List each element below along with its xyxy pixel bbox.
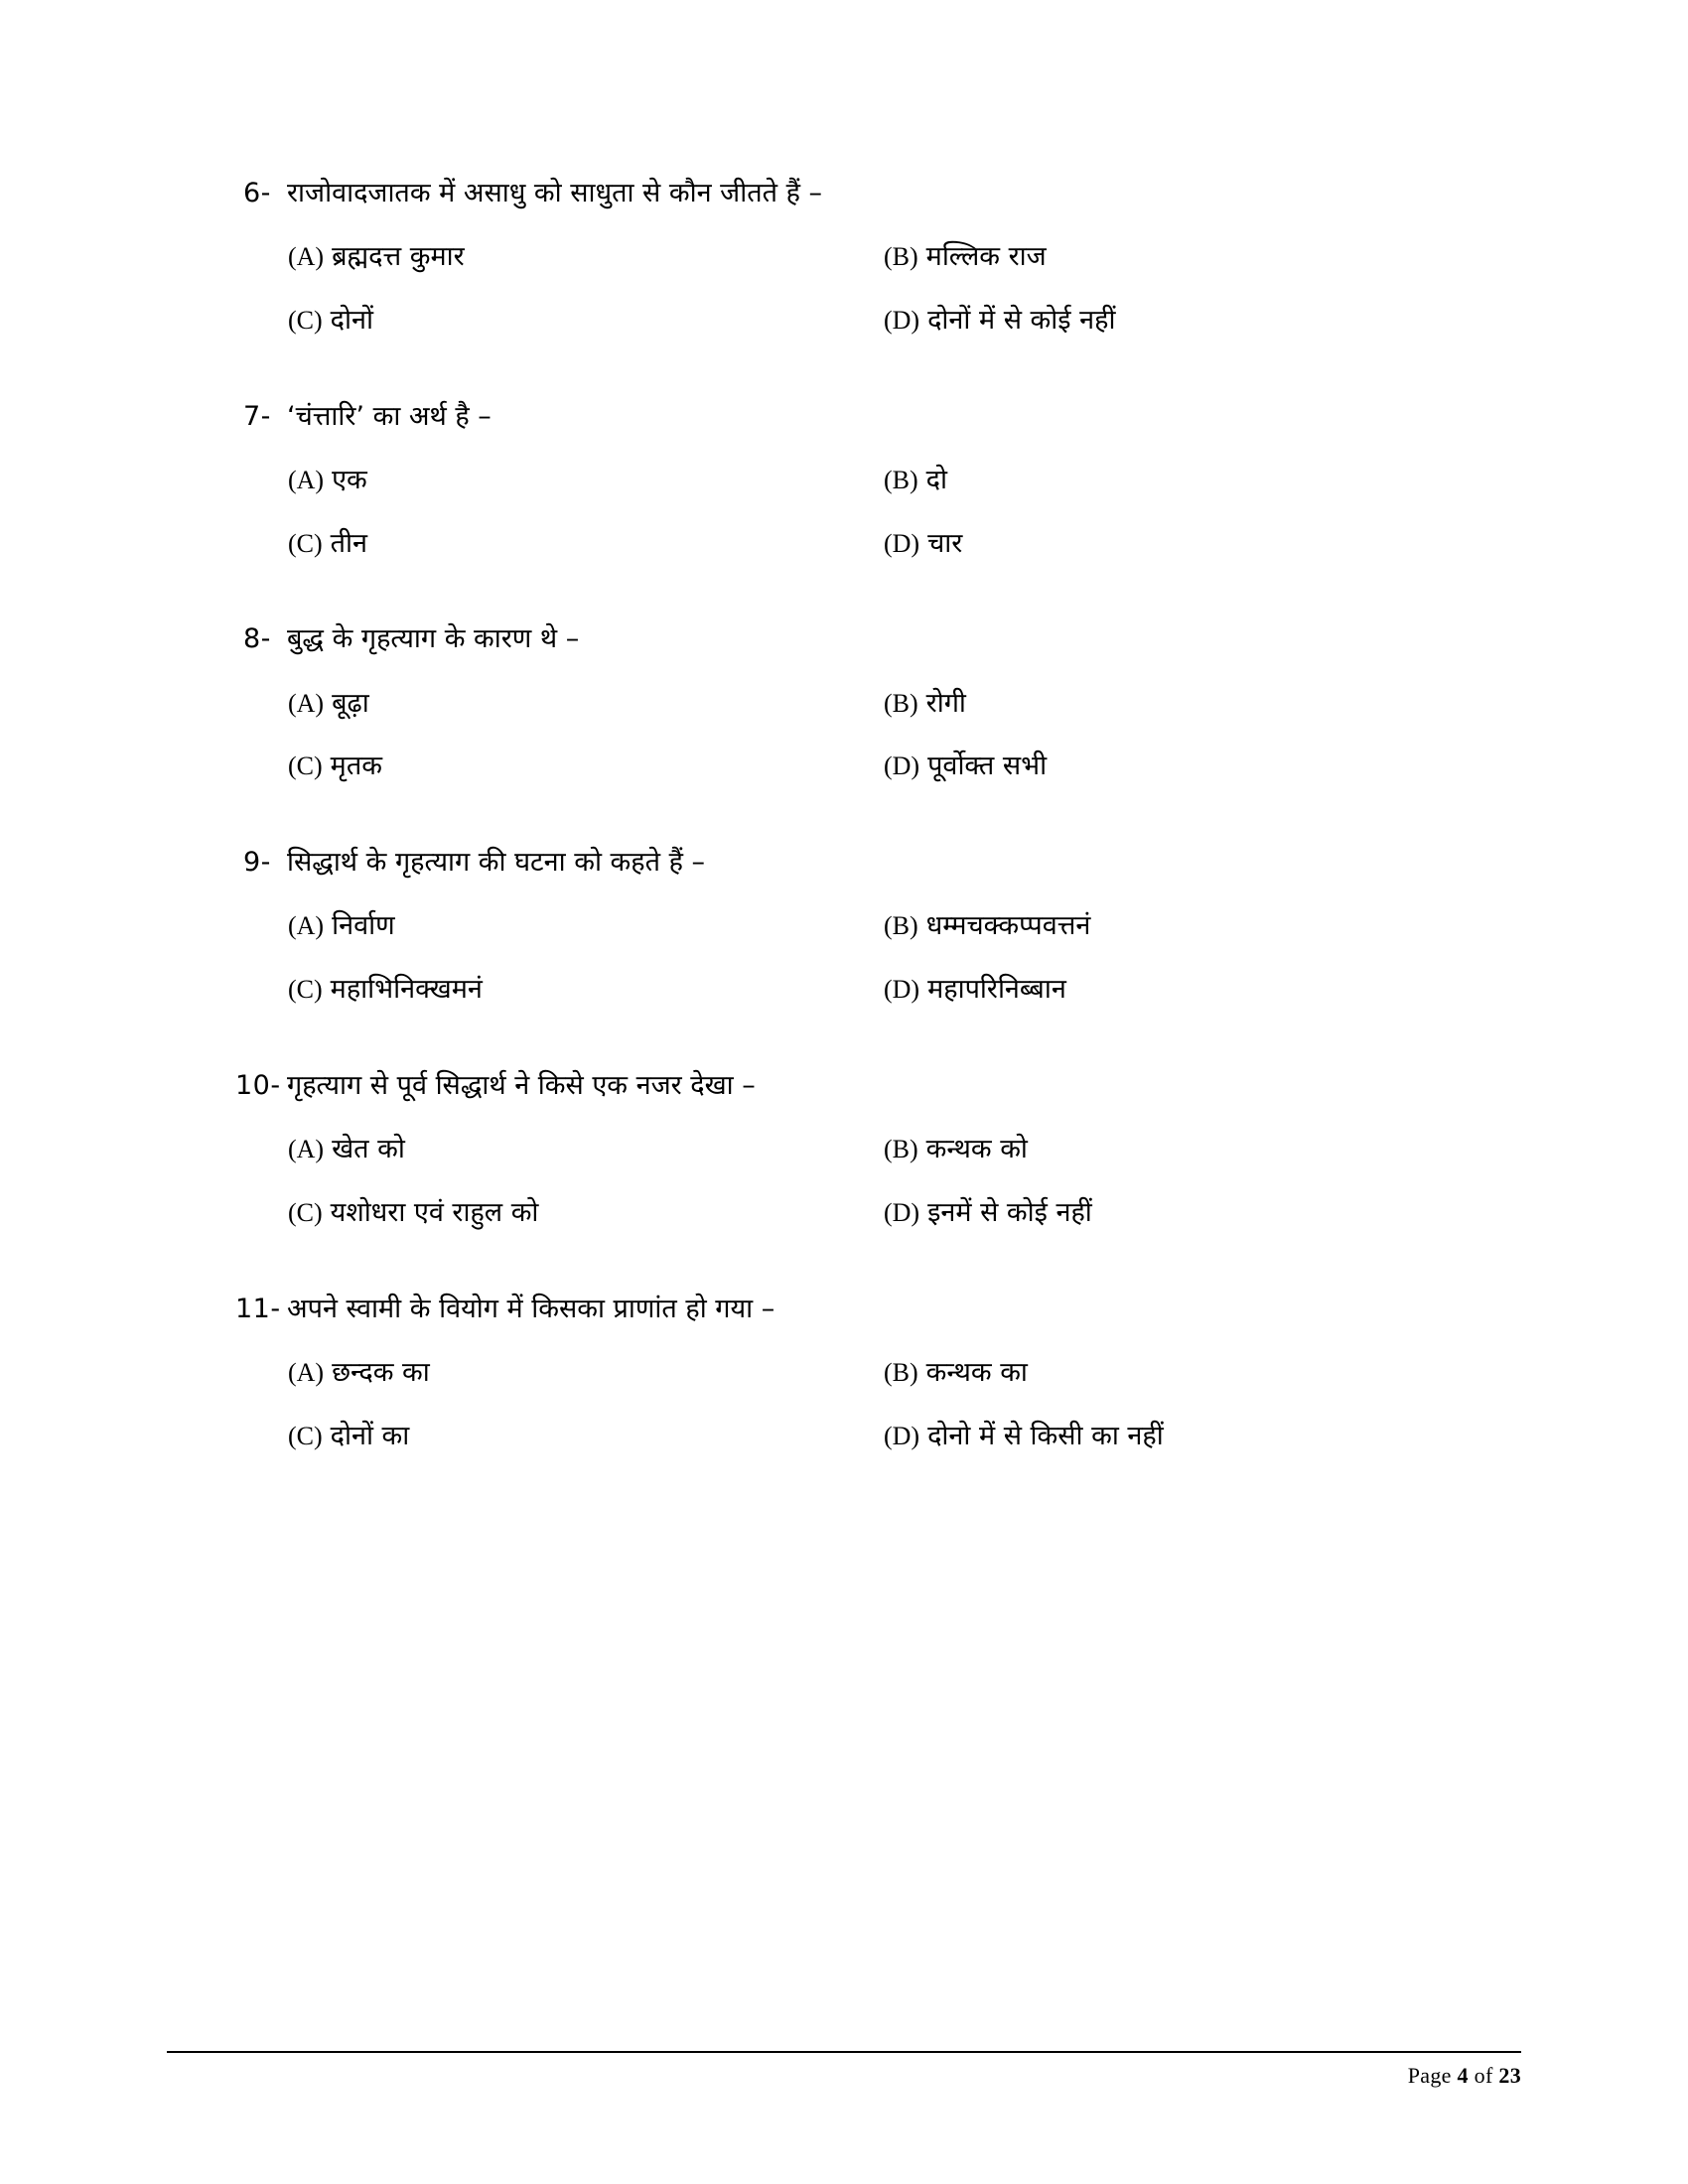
option-c-label: (C)	[288, 528, 323, 558]
page-label-mid: of	[1474, 2063, 1493, 2088]
option-b-text: रोगी	[925, 687, 966, 719]
option-b-text: दो	[925, 464, 948, 495]
option-b-text: धम्मचक्कप्पवत्तनं	[925, 910, 1091, 942]
option-d-label: (D)	[884, 975, 920, 1005]
option-a-text: एक	[332, 464, 367, 495]
option-a-text: बूढ़ा	[332, 687, 369, 719]
option-d[interactable]	[884, 1194, 1475, 1232]
option-a[interactable]	[288, 238, 884, 276]
option-c-label: (C)	[288, 975, 323, 1005]
option-c-label: (C)	[288, 751, 323, 781]
option-b-label: (B)	[884, 1135, 918, 1164]
option-c[interactable]	[288, 525, 884, 563]
page-footer	[167, 2051, 1521, 2089]
option-c-text: दोनों	[330, 304, 373, 336]
option-c-label: (C)	[288, 1421, 323, 1450]
option-a-text: निर्वाण	[332, 910, 395, 942]
question-stem	[243, 843, 1475, 882]
option-a-text: छन्दक का	[332, 1356, 430, 1388]
question-stem	[235, 1066, 1475, 1105]
option-a[interactable]	[288, 462, 884, 499]
option-a-label: (A)	[288, 911, 325, 941]
option-b[interactable]	[884, 462, 1475, 499]
question-text: राजोवादजातक में असाधु को साधुता से कौन जीतते हैं –	[287, 178, 822, 208]
option-a[interactable]	[288, 1131, 884, 1168]
option-d[interactable]	[884, 525, 1475, 563]
option-d-text: महापरिनिब्बान	[927, 974, 1066, 1006]
option-a-label: (A)	[288, 465, 325, 494]
question-text: सिद्धार्थ के गृहत्याग की घटना को कहते हैं –	[287, 847, 705, 879]
option-d[interactable]	[884, 748, 1475, 785]
option-c-text: मृतक	[330, 751, 382, 782]
option-b-text: मल्लिक राज	[925, 241, 1047, 273]
question-item	[243, 397, 1475, 563]
option-c-text: तीन	[330, 527, 368, 559]
option-list	[243, 907, 1475, 1009]
option-d-label: (D)	[884, 305, 920, 335]
option-a[interactable]	[288, 907, 884, 945]
question-number: 9-	[243, 847, 271, 879]
option-d-text: पूर्वोक्त सभी	[927, 751, 1048, 782]
question-text: ‘चंत्तारि’ का अर्थ है –	[287, 400, 492, 432]
question-item	[235, 1066, 1475, 1232]
option-b[interactable]	[884, 685, 1475, 723]
option-c[interactable]	[288, 748, 884, 785]
option-d[interactable]	[884, 971, 1475, 1009]
option-list	[243, 238, 1475, 340]
option-list	[243, 1131, 1475, 1232]
option-list	[243, 1354, 1475, 1455]
option-a-text: ब्रह्मदत्त कुमार	[332, 241, 465, 273]
question-item	[243, 174, 1475, 340]
option-b[interactable]	[884, 907, 1475, 945]
question-number: 11-	[235, 1293, 281, 1324]
option-c-text: यशोधरा एवं राहुल को	[330, 1196, 539, 1228]
option-b-label: (B)	[884, 1357, 918, 1387]
option-a-label: (A)	[288, 688, 325, 718]
page-number-indicator	[167, 2053, 1521, 2089]
option-c[interactable]	[288, 1418, 884, 1455]
question-text: बुद्ध के गृहत्याग के कारण थे –	[287, 623, 580, 655]
option-list	[243, 685, 1475, 786]
question-text: अपने स्वामी के वियोग में किसका प्राणांत हो गया –	[287, 1293, 775, 1324]
option-b-label: (B)	[884, 242, 918, 272]
option-d-text: दोनों में से कोई नहीं	[927, 304, 1116, 336]
option-d[interactable]	[884, 302, 1475, 340]
option-a[interactable]	[288, 685, 884, 723]
question-number: 10-	[235, 1069, 281, 1101]
option-c[interactable]	[288, 302, 884, 340]
question-text: गृहत्याग से पूर्व सिद्धार्थ ने किसे एक नजर देखा –	[287, 1069, 756, 1101]
question-item	[243, 619, 1475, 785]
question-stem	[243, 174, 1475, 212]
option-a[interactable]	[288, 1354, 884, 1392]
option-b-label: (B)	[884, 465, 918, 494]
option-d-label: (D)	[884, 751, 920, 781]
option-d-label: (D)	[884, 1197, 920, 1227]
option-d-text: दोनो में से किसी का नहीं	[927, 1420, 1164, 1451]
option-b-text: कन्थक को	[925, 1134, 1028, 1165]
question-stem	[243, 619, 1475, 658]
question-stem	[235, 1290, 1475, 1328]
option-a-label: (A)	[288, 1135, 325, 1164]
page-label-prefix: Page	[1407, 2063, 1452, 2088]
option-c-text: महाभिनिक्खमनं	[330, 974, 483, 1006]
option-d[interactable]	[884, 1418, 1475, 1455]
option-b[interactable]	[884, 238, 1475, 276]
question-number: 8-	[243, 623, 271, 655]
option-b-label: (B)	[884, 911, 918, 941]
option-a-label: (A)	[288, 242, 325, 272]
option-d-label: (D)	[884, 1421, 920, 1450]
page-number-total: 23	[1498, 2063, 1521, 2088]
option-c[interactable]	[288, 1194, 884, 1232]
question-stem	[243, 397, 1475, 436]
page-number-current: 4	[1457, 2063, 1469, 2088]
option-d-label: (D)	[884, 528, 920, 558]
question-item	[235, 1290, 1475, 1455]
question-item	[243, 843, 1475, 1009]
option-c-label: (C)	[288, 305, 323, 335]
option-a-text: खेत को	[332, 1134, 405, 1165]
option-list	[243, 462, 1475, 563]
option-b-label: (B)	[884, 688, 918, 718]
option-b-text: कन्थक का	[925, 1356, 1028, 1388]
option-b[interactable]	[884, 1354, 1475, 1392]
option-b[interactable]	[884, 1131, 1475, 1168]
option-a-label: (A)	[288, 1357, 325, 1387]
option-c-text: दोनों का	[330, 1420, 410, 1451]
option-c-label: (C)	[288, 1197, 323, 1227]
question-number: 7-	[243, 400, 271, 432]
question-number: 6-	[243, 178, 271, 208]
option-d-text: चार	[927, 527, 963, 559]
option-c[interactable]	[288, 971, 884, 1009]
option-d-text: इनमें से कोई नहीं	[927, 1196, 1092, 1228]
